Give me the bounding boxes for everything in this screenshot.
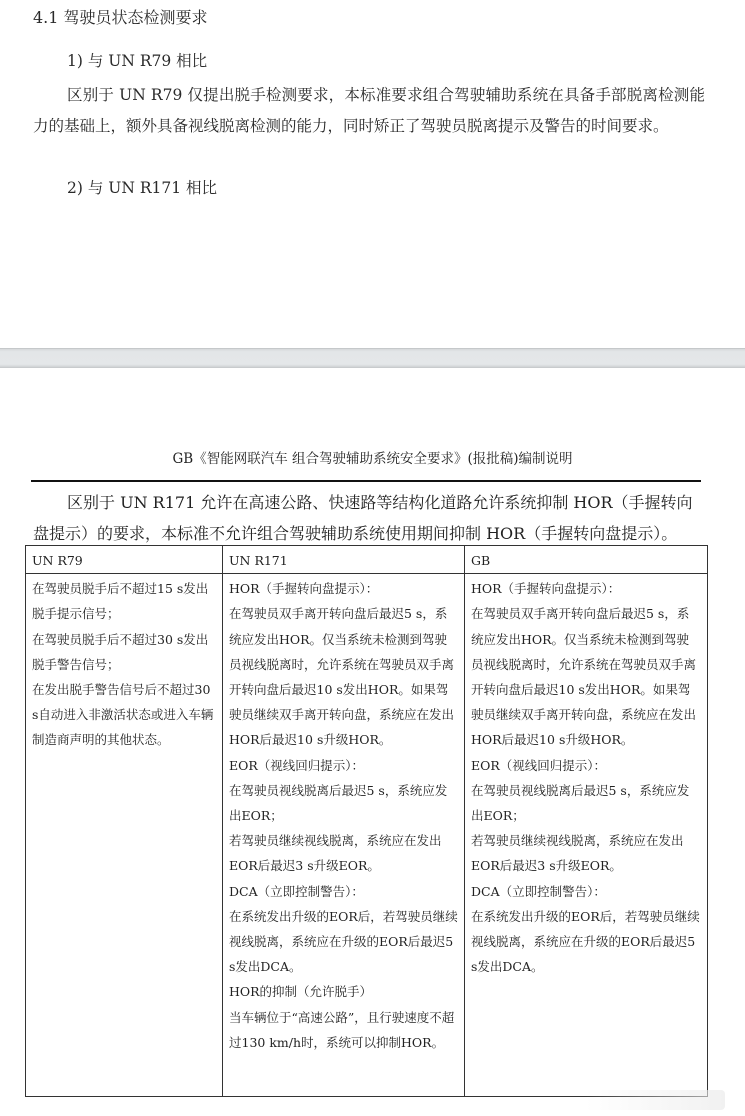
header-rule bbox=[31, 480, 701, 482]
cell-line: EOR（视线回归提示）： bbox=[229, 757, 365, 773]
page-separator bbox=[0, 348, 745, 368]
cell-gb bbox=[465, 574, 708, 1097]
cell-line: 在系统发出升级的EOR后，若驾驶员继续视线脱离，系统应在升级的EOR后最迟5 s发出DCA。 bbox=[229, 908, 458, 975]
cell-line: 若驾驶员继续视线脱离，系统应在发出EOR后最迟3 s升级EOR。 bbox=[471, 833, 684, 874]
paragraph-r79-comparison: 区别于 UN R79 仅提出脱手检测要求，本标准要求组合驾驶辅助系统在具备手部脱离检测能力的基础上，额外具备视线脱离检测的能力，同时矫正了驾驶员脱离提示及警告的时间要求。 bbox=[33, 86, 705, 135]
header-un-r79: UN R79 bbox=[26, 546, 223, 574]
header-gb: GB bbox=[465, 546, 708, 574]
list-item-un-r171: 2) 与 UN R171 相比 bbox=[67, 179, 217, 197]
cell-line: 在驾驶员视线脱离后最迟5 s，系统应发出EOR； bbox=[229, 782, 448, 824]
cell-line: 在发出脱手警告信号后不超过30 s自动进入非激活状态或进入车辆制造商声明的其他状态。 bbox=[32, 682, 214, 748]
cell-line: DCA（立即控制警告）： bbox=[229, 883, 364, 899]
header-un-r171: UN R171 bbox=[223, 546, 465, 574]
table-row bbox=[26, 574, 708, 1097]
cell-line: EOR（视线回归提示）： bbox=[471, 757, 607, 773]
cell-un-r79 bbox=[26, 574, 223, 1097]
cell-line: 当车辆位于“高速公路”，且行驶速度不超过130 km/h时，系统可以抑制HOR。 bbox=[229, 1009, 455, 1050]
cell-line: 在驾驶员双手离开转向盘后最迟5 s，系统应发出HOR。仅当系统未检测到驾驶员视线脱离时，允许系统在驾驶员双手离开转向盘后最迟10 s发出HOR。如果驾驶员继续双手离开转向盘，系统应在发出HOR后最迟10 s升级HOR。 bbox=[471, 606, 697, 748]
cell-line: 在驾驶员脱手后不超过30 s发出脱手警告信号； bbox=[32, 631, 209, 672]
paragraph-r171-comparison: 区别于 UN R171 允许在高速公路、快速路等结构化道路允许系统抑制 HOR（手握转向盘提示）的要求，本标准不允许组合驾驶辅助系统使用期间抑制 HOR（手握转向盘提示）。 bbox=[33, 493, 693, 543]
cell-line: 在系统发出升级的EOR后，若驾驶员继续视线脱离，系统应在升级的EOR后最迟5 s发出DCA。 bbox=[471, 908, 700, 975]
comparison-table bbox=[25, 545, 708, 1097]
cell-line: 在驾驶员视线脱离后最迟5 s，系统应发出EOR； bbox=[471, 782, 690, 824]
cell-line: HOR（手握转向盘提示）： bbox=[471, 581, 621, 597]
table-header-row bbox=[26, 546, 708, 574]
cell-un-r171 bbox=[223, 574, 465, 1097]
cell-line: HOR（手握转向盘提示）： bbox=[229, 581, 379, 597]
cell-line: HOR的抑制（允许脱手） bbox=[229, 984, 373, 1000]
cell-line: 在驾驶员双手离开转向盘后最迟5 s，系统应发出HOR。仅当系统未检测到驾驶员视线脱离时，允许系统在驾驶员双手离开转向盘后最迟10 s发出HOR。如果驾驶员继续双手离开转向盘，系统应在发出HOR后最迟10 s升级HOR。 bbox=[229, 606, 455, 748]
cell-line: DCA（立即控制警告）： bbox=[471, 883, 606, 899]
cell-line: 若驾驶员继续视线脱离，系统应在发出EOR后最迟3 s升级EOR。 bbox=[229, 833, 442, 874]
watermark bbox=[585, 1090, 725, 1110]
list-item-un-r79: 1) 与 UN R79 相比 bbox=[67, 52, 208, 70]
document-running-title: GB《智能网联汽车 组合驾驶辅助系统安全要求》(报批稿)编制说明 bbox=[172, 451, 573, 467]
cell-line: 在驾驶员脱手后不超过15 s发出脱手提示信号； bbox=[32, 581, 209, 622]
section-heading: 4.1 驾驶员状态检测要求 bbox=[33, 8, 208, 27]
